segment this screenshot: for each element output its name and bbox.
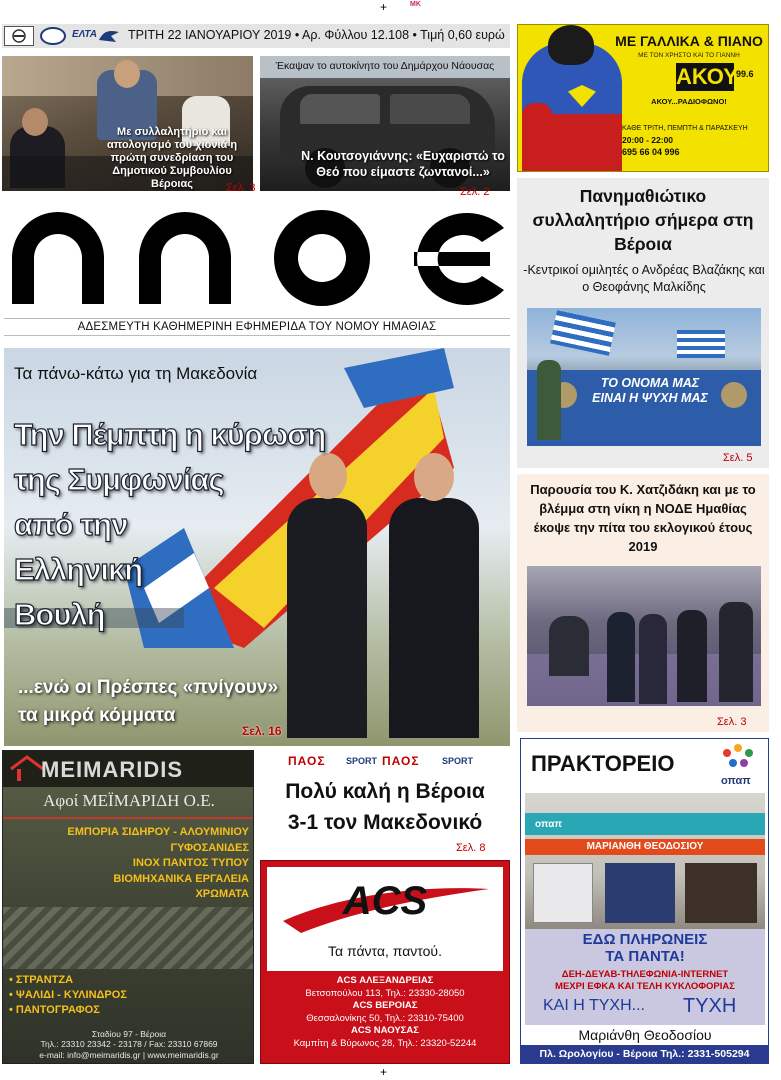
opap-owner: Μαριάνθη Θεοδοσίου xyxy=(578,1027,712,1043)
acs-ad xyxy=(260,860,510,1064)
council-meeting-photo xyxy=(2,56,253,191)
opap-address: Πλ. Ωρολογίου - Βέροια Τηλ.: 2331-505294 xyxy=(539,1048,750,1060)
main-story-photo xyxy=(4,348,510,746)
top-story-1-caption: Με συλλαλητήριο και απολογισμό του χιονιά η πρώτη συνεδρίαση του Δημοτικού Συμβουλίου Βέροιας xyxy=(106,126,238,190)
rally-subhead: -Κεντρικοί ομιλητές ο Ανδρέας Βλαζάκης και ο Θεοφάνης Μαλκίδης xyxy=(523,263,765,294)
opap-ad xyxy=(520,738,769,1064)
rally-photo xyxy=(527,308,761,446)
crop-mark-top: + xyxy=(380,0,388,14)
rally-headline: Πανημαθιώτικο συλλαλητήριο σήμερα στη Βέροια xyxy=(532,186,754,254)
opap-brand: οπαπ xyxy=(721,775,751,787)
top-story-2-page: Σελ. 2 xyxy=(460,186,490,198)
masthead xyxy=(4,200,510,320)
meimaridis-address: Σταδίου 97 - Βέροια xyxy=(91,1029,167,1039)
sport-brand-1: ΠΑΟΣ xyxy=(288,754,326,768)
top-story-2-kicker: Έκαψαν το αυτοκίνητο του Δημάρχου Νάουσας xyxy=(275,60,495,72)
opap-shop-photo xyxy=(525,793,765,929)
sport-headline: Πολύ καλή η Βέροια 3-1 τον Μακεδονικό xyxy=(285,780,485,834)
metal-mesh-image xyxy=(3,907,254,969)
meimaridis-products: ΕΜΠΟΡΙΑ ΣΙΔΗΡΟΥ - ΑΛΟΥΜΙΝΙΟΥ ΓΥΦΟΣΑΝΙΔΕΣ ΙΝΟΧ ΠΑΝΤΟΣ ΤΥΠΟΥ ΒΙΟΜΗΧΑΝΙΚΑ ΕΡΓΑΛΕΙΑ ΧΡΩΜΑΤΑ xyxy=(67,826,249,900)
nd-story xyxy=(517,474,769,732)
main-story-kicker: Τα πάνω-κάτω για τη Μακεδονία xyxy=(14,364,258,383)
municipality-logo xyxy=(4,26,34,46)
rally-banner-text: ΤΟ ΟΝΟΜΑ ΜΑΣ ΕΙΝΑΙ Η ΨΥΧΗ ΜΑΣ xyxy=(592,376,708,405)
radio-time: 20:00 - 22:00 xyxy=(622,135,674,145)
crop-mark-bottom: + xyxy=(380,1065,388,1079)
meimaridis-ad xyxy=(2,750,254,1064)
nd-headline: Παρουσία του Κ. Χατζιδάκη και με το βλέμμα στη νίκη η ΝΟΔΕ Ημαθίας έκοψε την πίτα του εκλογικού έτους 2019 xyxy=(530,482,756,554)
rally-story xyxy=(517,178,769,468)
opap-luck-a: ΚΑΙ Η ΤΥΧΗ... xyxy=(543,997,645,1014)
sport-page: Σελ. 8 xyxy=(456,842,486,854)
sport-label-1: SPORT xyxy=(346,756,378,766)
main-story-subhead: ...ενώ οι Πρέσπες «πνίγουν» τα μικρά κόμματα xyxy=(18,677,279,726)
opap-pay-line2: ΤΑ ΠΑΝΤΑ! xyxy=(605,948,685,965)
main-story-headline: Την Πέμπτη η κύρωση της Συμφωνίας από την Ελληνική Βουλή xyxy=(14,417,326,632)
header-strip xyxy=(2,24,510,48)
main-story-page: Σελ. 16 xyxy=(242,724,282,738)
meimaridis-company: Αφοί ΜΕΪΜΑΡΙΔΗ Ο.Ε. xyxy=(43,791,215,810)
opap-title: ΠΡΑΚΤΟΡΕΙΟ xyxy=(531,751,675,776)
nd-event-photo xyxy=(527,566,761,706)
meimaridis-web: e-mail: info@meimaridis.gr | www.meimaridis.gr xyxy=(39,1050,219,1060)
opap-luck-b: ΤΥΧΗ xyxy=(683,995,737,1017)
seal-logo xyxy=(40,27,66,45)
bird-icon xyxy=(98,28,120,44)
meimaridis-brand: MEIMARIDIS xyxy=(41,757,183,782)
tagline-bar xyxy=(4,318,510,336)
radio-ad xyxy=(517,24,769,172)
radio-schedule: ΚΑΘΕ ΤΡΙΤΗ, ΠΕΜΠΤΗ & ΠΑΡΑΣΚΕΥΗ xyxy=(622,125,748,132)
meimaridis-phones: Τηλ.: 23310 23342 - 23178 / Fax: 23310 67869 xyxy=(40,1039,218,1049)
radio-phone: 695 66 04 996 xyxy=(622,147,680,157)
opap-bills-line2: ΜΕΧΡΙ ΕΦΚΑ ΚΑΙ ΤΕΛΗ ΚΥΚΛΟΦΟΡΙΑΣ xyxy=(555,981,735,992)
opap-pay-line1: ΕΔΩ ΠΛΗΡΩΝΕΙΣ xyxy=(582,931,708,948)
sport-label-2: SPORT xyxy=(442,756,474,766)
sport-brand-2: ΠΑΟΣ xyxy=(382,754,420,768)
acs-branches: ACS ΑΛΕΞΑΝΔΡΕΙΑΣ Βετσοπούλου 113, Τηλ.: 23330-28050 ACS ΒΕΡΟΙΑΣ Θεσσαλονίκης 50, Τηλ.: 23310-75400 ACS ΝΑΟΥΣΑΣ Καμπίτη & Βύρωνος 28, Τηλ.: 23320-52244 xyxy=(293,975,477,1049)
rally-page: Σελ. 5 xyxy=(723,452,753,464)
opap-logo-icon xyxy=(715,743,761,777)
top-story-1-page: Σελ. 3 xyxy=(226,182,256,194)
acs-brand: ACS xyxy=(342,879,428,923)
masthead-logo xyxy=(4,200,510,320)
burned-car-photo xyxy=(260,56,510,191)
meimaridis-services: • ΣΤΡΑΝΤΖΑ • ΨΑΛΙΔΙ - ΚΥΛΙΝΔΡΟΣ • ΠΑΝΤΟΓΡΑΦΟΣ xyxy=(9,974,127,1016)
elta-logo: ΕΛΤΑ xyxy=(72,29,98,40)
opap-bills-line1: ΔΕΗ-ΔΕΥΑΒ-ΤΗΛΕΦΩΝΙΑ-INTERNET xyxy=(561,969,729,980)
radio-station-logo: ΑΚΟΥ xyxy=(676,64,738,89)
masthead-tagline: ΑΔΕΣΜΕΥΤΗ ΚΑΘΗΜΕΡΙΝΗ ΕΦΗΜΕΡΙΔΑ ΤΟΥ ΝΟΜΟΥ ΗΜΑΘΙΑΣ xyxy=(77,321,437,333)
house-logo-icon xyxy=(9,755,45,783)
radio-slogan: ΑΚΟΥ...ΡΑΔΙΟΦΩΝΟ! xyxy=(651,97,727,106)
opap-shop-brand: οπαπ xyxy=(535,819,563,830)
top-story-2-caption: Ν. Κουτσογιάννης: «Ευχαριστώ το Θεό που είμαστε ζωντανοί...» xyxy=(301,149,505,179)
sport-box xyxy=(260,750,510,854)
acs-slogan: Τα πάντα, παντού. xyxy=(328,943,442,959)
radio-ad-headline: ΜΕ ΓΑΛΛΙΚΑ & ΠΙΑΝΟ xyxy=(615,33,763,49)
radio-frequency: 99.6 xyxy=(736,69,754,79)
cmyk-mark: MK xyxy=(410,1,421,8)
dateline: ΤΡΙΤΗ 22 ΙΑΝΟΥΑΡΙΟΥ 2019 • Αρ. Φύλλου 12.108 • Τιμή 0,60 ευρώ xyxy=(128,28,505,42)
nd-page: Σελ. 3 xyxy=(717,716,747,728)
opap-shop-sign: ΜΑΡΙΑΝΘΗ ΘΕΟΔΟΣΙΟΥ xyxy=(586,841,704,852)
radio-ad-subline: ΜΕ ΤΟΝ ΧΡΗΣΤΟ ΚΑΙ ΤΟ ΓΙΑΝΝΗ xyxy=(638,52,740,59)
